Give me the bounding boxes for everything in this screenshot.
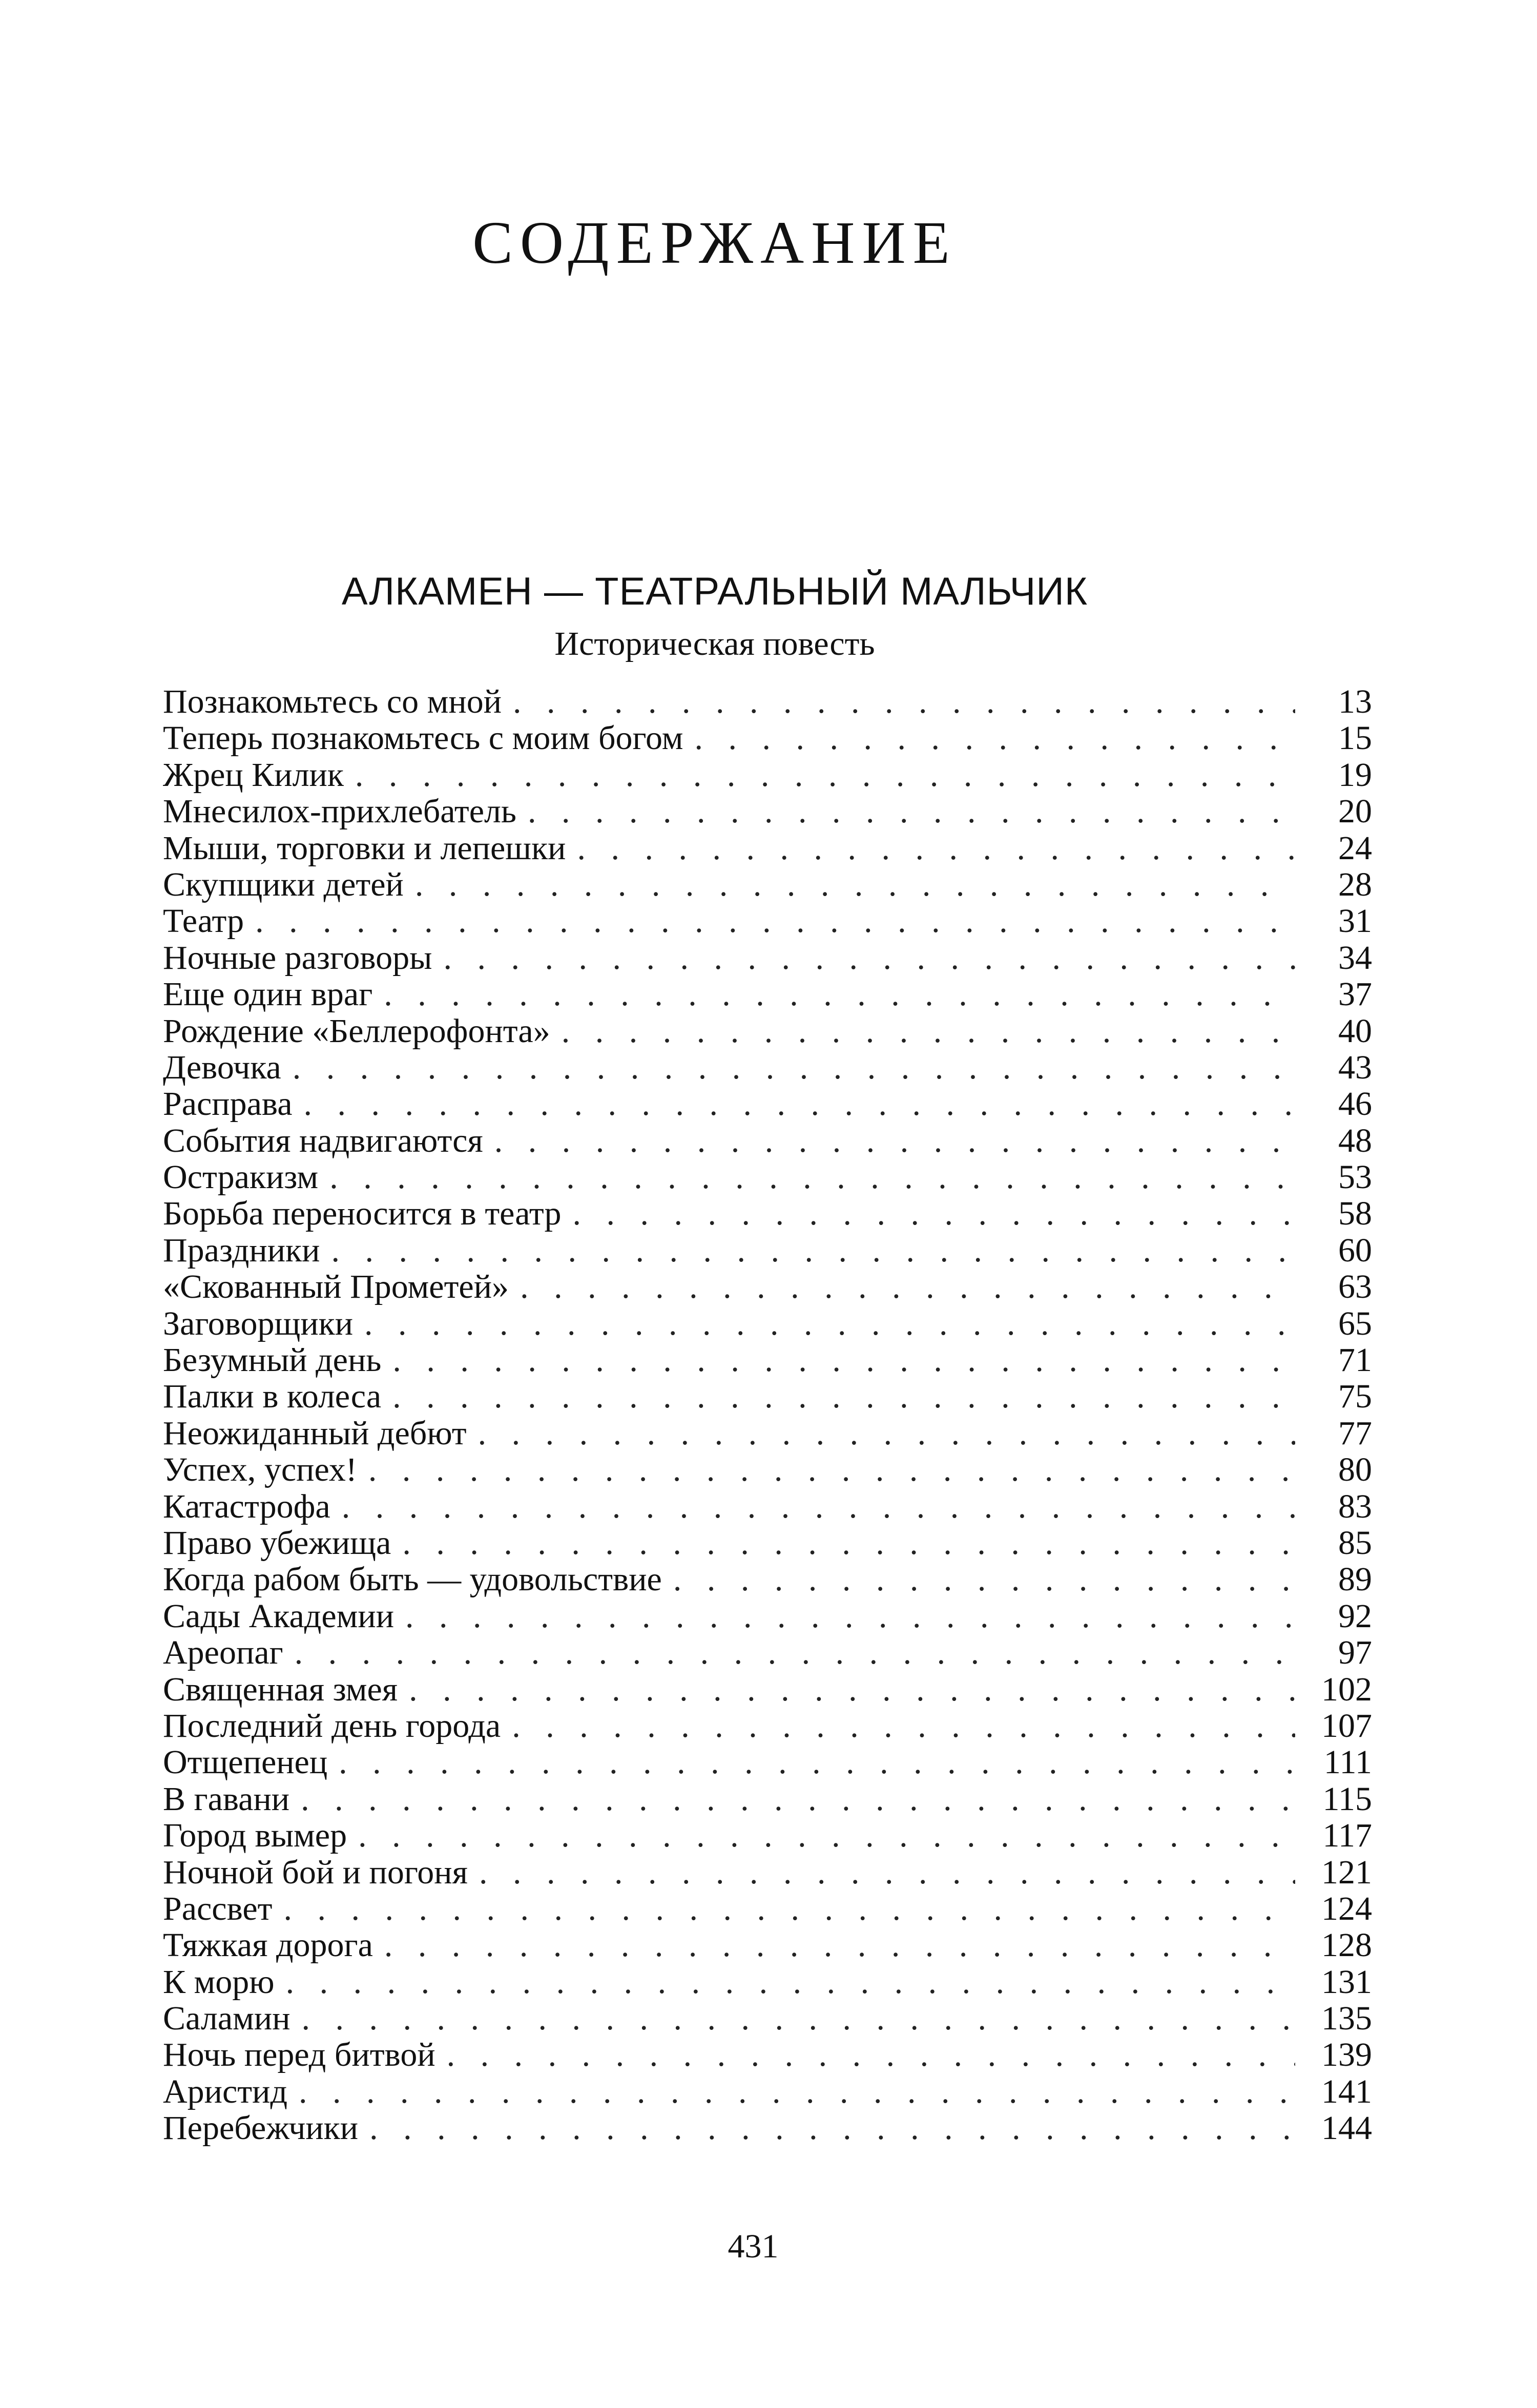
toc-entry bbox=[163, 1817, 1372, 1854]
toc-entry-page: 135 bbox=[1321, 2000, 1372, 2038]
toc-entry-title: Палки в колеса bbox=[163, 1378, 382, 1416]
toc-entry bbox=[163, 1305, 1372, 1342]
toc-entry bbox=[163, 1269, 1372, 1305]
toc-entry-page: 144 bbox=[1321, 2109, 1372, 2147]
toc-entry-title: Безумный день bbox=[163, 1341, 382, 1379]
toc-entry-title: Рассвет bbox=[163, 1890, 273, 1927]
toc-entry-title: Тяжкая дорога bbox=[163, 1926, 373, 1964]
toc-entry-page: 121 bbox=[1321, 1853, 1372, 1891]
dot-leader bbox=[392, 1342, 1295, 1378]
toc-entry bbox=[163, 1049, 1372, 1086]
toc-entry bbox=[163, 830, 1372, 866]
toc-entry-title: Еще один враг bbox=[163, 975, 373, 1013]
toc-entry-page: 115 bbox=[1322, 1780, 1372, 1818]
toc-entry-title: Успех, успех! bbox=[163, 1451, 357, 1489]
dot-leader bbox=[368, 1451, 1295, 1488]
toc-entry-page: 77 bbox=[1338, 1414, 1372, 1452]
toc-entry-page: 19 bbox=[1338, 756, 1372, 794]
toc-entry-page: 13 bbox=[1338, 683, 1372, 720]
toc-entry-title: Последний день города bbox=[163, 1707, 501, 1745]
toc-entry bbox=[163, 1891, 1372, 1927]
dot-leader bbox=[384, 1927, 1295, 1963]
toc-entry-title: Отщепенец bbox=[163, 1743, 328, 1781]
dot-leader bbox=[295, 1634, 1295, 1671]
dot-leader bbox=[447, 2037, 1295, 2073]
toc-entry bbox=[163, 1744, 1372, 1780]
dot-leader bbox=[358, 1817, 1295, 1854]
toc-entry-title: Рождение «Беллерофонта» bbox=[163, 1012, 550, 1050]
dot-leader bbox=[694, 720, 1295, 756]
toc-entry bbox=[163, 1525, 1372, 1561]
dot-leader bbox=[443, 940, 1295, 976]
toc-entry bbox=[163, 1378, 1372, 1415]
toc-entry bbox=[163, 1964, 1372, 2000]
toc-entry bbox=[163, 1232, 1372, 1269]
toc-entry bbox=[163, 1598, 1372, 1634]
dot-leader bbox=[479, 1854, 1295, 1891]
dot-leader bbox=[392, 1378, 1295, 1415]
toc-entry-title: События надвигаются bbox=[163, 1122, 483, 1159]
toc-entry-title: Борьба переносится в театр bbox=[163, 1195, 562, 1233]
toc-entry bbox=[163, 2037, 1372, 2073]
dot-leader bbox=[478, 1415, 1295, 1451]
dot-leader bbox=[299, 2073, 1295, 2110]
toc-entry bbox=[163, 683, 1372, 720]
toc-entry-page: 128 bbox=[1321, 1926, 1372, 1964]
dot-leader bbox=[255, 903, 1295, 939]
toc-entry bbox=[163, 2073, 1372, 2110]
toc-entry-title: Театр bbox=[163, 902, 244, 940]
toc-entry-title: Расправа bbox=[163, 1085, 293, 1123]
toc-entry-page: 63 bbox=[1338, 1268, 1372, 1306]
toc-entry-title: Ночь перед битвой bbox=[163, 2036, 435, 2074]
table-of-contents bbox=[163, 683, 1372, 2147]
toc-entry-title: Ареопаг bbox=[163, 1634, 283, 1672]
dot-leader bbox=[673, 1561, 1295, 1597]
toc-entry-page: 40 bbox=[1338, 1012, 1372, 1050]
dot-leader bbox=[384, 976, 1295, 1012]
toc-entry bbox=[163, 1854, 1372, 1891]
toc-entry-title: Священная змея bbox=[163, 1670, 398, 1708]
work-subtitle: Историческая повесть bbox=[554, 625, 875, 662]
toc-entry bbox=[163, 1195, 1372, 1232]
toc-entry-page: 102 bbox=[1321, 1670, 1372, 1708]
dot-leader bbox=[369, 2110, 1295, 2146]
toc-entry-title: Праздники bbox=[163, 1231, 320, 1269]
toc-entry bbox=[163, 940, 1372, 976]
toc-entry-title: Город вымер bbox=[163, 1817, 347, 1855]
dot-leader bbox=[512, 1708, 1295, 1744]
toc-entry-page: 34 bbox=[1338, 939, 1372, 977]
toc-entry-page: 48 bbox=[1338, 1122, 1372, 1159]
toc-entry-title: Аристид bbox=[163, 2072, 288, 2110]
toc-entry-page: 97 bbox=[1338, 1634, 1372, 1672]
dot-leader bbox=[577, 830, 1296, 866]
toc-entry-title: Право убежища bbox=[163, 1524, 391, 1562]
toc-entry bbox=[163, 793, 1372, 829]
toc-entry-page: 20 bbox=[1338, 793, 1372, 831]
toc-entry-title: Мыши, торговки и лепешки bbox=[163, 829, 566, 867]
dot-leader bbox=[284, 1891, 1295, 1927]
dot-leader bbox=[302, 2000, 1295, 2037]
dot-leader bbox=[573, 1195, 1296, 1232]
toc-entry-title: Ночные разговоры bbox=[163, 939, 432, 977]
toc-entry-title: Перебежчики bbox=[163, 2109, 359, 2147]
page-number: 431 bbox=[728, 2228, 779, 2265]
toc-entry bbox=[163, 1708, 1372, 1744]
dot-leader bbox=[304, 1086, 1296, 1122]
toc-entry-page: 85 bbox=[1338, 1524, 1372, 1562]
toc-entry bbox=[163, 1561, 1372, 1597]
toc-entry bbox=[163, 1086, 1372, 1122]
toc-entry-title: Когда рабом быть — удовольствие bbox=[163, 1561, 662, 1599]
dot-leader bbox=[528, 793, 1295, 829]
toc-entry-title: Мнесилох-прихлебатель bbox=[163, 793, 517, 831]
work-title: АЛКАМЕН — ТЕАТРАЛЬНЫЙ МАЛЬЧИК bbox=[341, 570, 1088, 613]
toc-entry-page: 83 bbox=[1338, 1487, 1372, 1525]
toc-entry-title: Заговорщики bbox=[163, 1304, 354, 1342]
toc-entry bbox=[163, 903, 1372, 939]
toc-entry-page: 31 bbox=[1338, 902, 1372, 940]
dot-leader bbox=[415, 866, 1295, 903]
toc-entry-page: 60 bbox=[1338, 1231, 1372, 1269]
dot-leader bbox=[364, 1305, 1295, 1342]
toc-entry-page: 80 bbox=[1338, 1451, 1372, 1489]
toc-entry bbox=[163, 1671, 1372, 1708]
dot-leader bbox=[342, 1488, 1295, 1525]
toc-entry bbox=[163, 1415, 1372, 1451]
toc-entry-page: 15 bbox=[1338, 719, 1372, 757]
dot-leader bbox=[409, 1671, 1295, 1708]
toc-entry-title: Теперь познакомьтесь с моим богом bbox=[163, 719, 683, 757]
toc-entry-page: 107 bbox=[1321, 1707, 1372, 1745]
toc-entry-page: 131 bbox=[1321, 1963, 1372, 2001]
toc-entry-page: 92 bbox=[1338, 1597, 1372, 1635]
toc-entry bbox=[163, 1159, 1372, 1195]
toc-entry-page: 65 bbox=[1338, 1304, 1372, 1342]
dot-leader bbox=[562, 1013, 1295, 1049]
toc-entry bbox=[163, 1013, 1372, 1049]
toc-entry bbox=[163, 1342, 1372, 1378]
dot-leader bbox=[331, 1232, 1295, 1269]
toc-entry bbox=[163, 757, 1372, 793]
toc-entry-title: Остракизм bbox=[163, 1158, 319, 1196]
toc-entry-page: 139 bbox=[1321, 2036, 1372, 2074]
toc-entry-page: 124 bbox=[1321, 1890, 1372, 1927]
dot-leader bbox=[286, 1964, 1295, 2000]
toc-entry bbox=[163, 1634, 1372, 1671]
toc-entry-title: В гавани bbox=[163, 1780, 290, 1818]
toc-entry bbox=[163, 976, 1372, 1012]
toc-entry-title: Катастрофа bbox=[163, 1487, 330, 1525]
dot-leader bbox=[405, 1598, 1295, 1634]
toc-entry bbox=[163, 1488, 1372, 1525]
toc-entry-page: 24 bbox=[1338, 829, 1372, 867]
dot-leader bbox=[402, 1525, 1295, 1561]
toc-entry-page: 117 bbox=[1322, 1817, 1372, 1855]
toc-entry-page: 58 bbox=[1338, 1195, 1372, 1233]
toc-entry-page: 28 bbox=[1338, 865, 1372, 903]
toc-entry bbox=[163, 720, 1372, 756]
toc-entry-title: Саламин bbox=[163, 2000, 290, 2038]
toc-entry-page: 75 bbox=[1338, 1378, 1372, 1416]
toc-entry-page: 111 bbox=[1323, 1743, 1372, 1781]
toc-entry-page: 53 bbox=[1338, 1158, 1372, 1196]
toc-entry bbox=[163, 866, 1372, 903]
toc-entry bbox=[163, 1451, 1372, 1488]
toc-entry-page: 71 bbox=[1338, 1341, 1372, 1379]
toc-entry-page: 37 bbox=[1338, 975, 1372, 1013]
toc-entry bbox=[163, 1927, 1372, 1963]
toc-entry bbox=[163, 1781, 1372, 1817]
toc-entry-title: Девочка bbox=[163, 1048, 281, 1086]
toc-entry-title: Ночной бой и погоня bbox=[163, 1853, 468, 1891]
dot-leader bbox=[301, 1781, 1295, 1817]
toc-entry bbox=[163, 2000, 1372, 2037]
toc-entry-page: 89 bbox=[1338, 1561, 1372, 1599]
toc-entry-title: Сады Академии bbox=[163, 1597, 394, 1635]
toc-entry bbox=[163, 1123, 1372, 1159]
dot-leader bbox=[355, 757, 1295, 793]
dot-leader bbox=[339, 1744, 1295, 1780]
dot-leader bbox=[293, 1049, 1295, 1086]
dot-leader bbox=[513, 683, 1295, 720]
dot-leader bbox=[494, 1123, 1295, 1159]
dot-leader bbox=[329, 1159, 1295, 1195]
toc-entry-title: Неожиданный дебют bbox=[163, 1414, 467, 1452]
toc-entry-page: 141 bbox=[1321, 2072, 1372, 2110]
toc-entry-title: К морю bbox=[163, 1963, 275, 2001]
dot-leader bbox=[520, 1269, 1295, 1305]
toc-entry-title: Познакомьтесь со мной bbox=[163, 683, 502, 720]
page-title: СОДЕРЖАНИЕ bbox=[472, 209, 957, 277]
toc-entry-title: «Скованный Прометей» bbox=[163, 1268, 509, 1306]
toc-entry-page: 43 bbox=[1338, 1048, 1372, 1086]
toc-entry-page: 46 bbox=[1338, 1085, 1372, 1123]
toc-entry-title: Скупщики детей bbox=[163, 865, 404, 903]
toc-entry bbox=[163, 2110, 1372, 2146]
toc-entry-title: Жрец Килик bbox=[163, 756, 344, 794]
